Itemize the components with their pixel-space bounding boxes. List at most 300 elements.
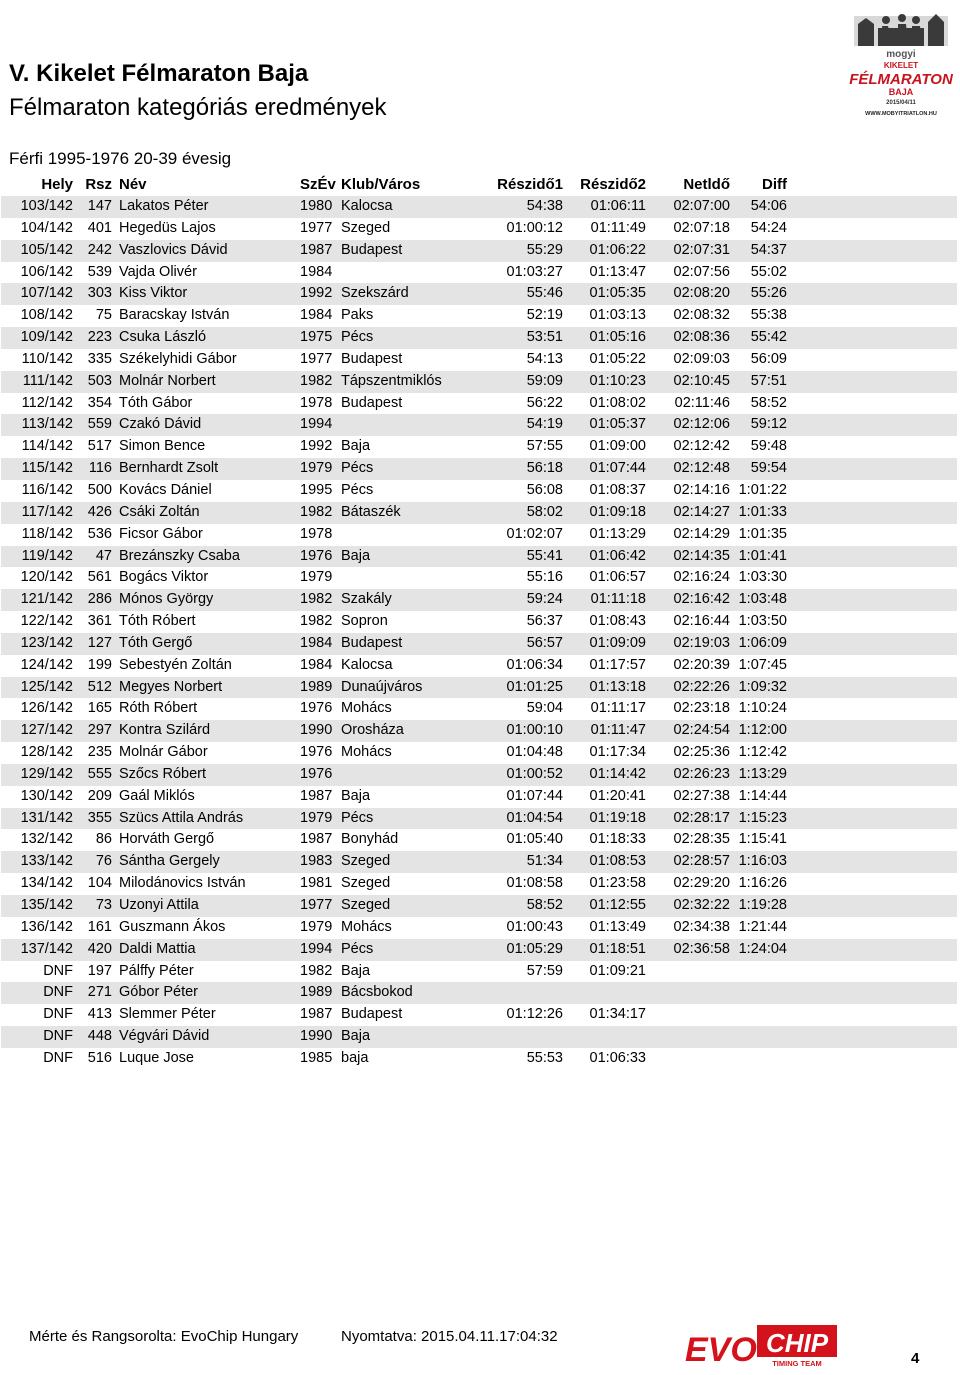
cell-netido: 02:32:22 [673,897,730,913]
cell-nev: Csuka László [119,329,207,346]
cell-klub: Bonyhád [341,831,399,848]
cell-hely: 135/142 [20,897,73,913]
cell-klub: Paks [341,307,374,324]
table-row [1,764,957,786]
table-row [1,349,957,371]
cell-rsz: 165 [87,700,112,717]
cell-szev: 1989 [300,984,333,1001]
cell-rsz: 242 [87,241,112,258]
cell-rsz: 555 [87,765,112,782]
cell-klub: Bácsbokod [341,984,413,1001]
cell-netido: 02:16:24 [673,569,730,586]
cell-netido: 02:14:27 [673,503,730,520]
cell-hely: 127/142 [20,722,73,739]
cell-nev: Bogács Viktor [119,569,209,586]
cell-reszido1: 01:04:54 [506,809,563,826]
cell-rsz: 361 [87,613,112,630]
cell-diff: 59:54 [750,460,787,477]
table-row [1,698,957,720]
cell-reszido2: 01:20:41 [589,787,646,804]
cell-netido: 02:12:42 [673,438,730,455]
cell-reszido2: 01:11:49 [590,219,646,236]
cell-hely: 115/142 [21,460,73,477]
cell-klub: Bátaszék [341,503,401,520]
table-row [1,677,957,699]
cell-reszido2: 01:09:09 [589,634,646,651]
table-row [1,895,957,917]
cell-szev: 1979 [300,809,333,826]
cell-diff: 1:06:09 [738,634,787,651]
cell-szev: 1990 [300,722,333,739]
cell-hely: 103/142 [20,198,73,214]
cell-hely: 128/142 [20,744,73,761]
cell-hely: 106/142 [20,263,73,280]
cell-szev: 1982 [300,591,333,608]
cell-netido: 02:07:31 [673,241,730,258]
cell-rsz: 355 [87,809,112,826]
cell-netido: 02:12:06 [673,416,730,433]
cell-reszido2: 01:17:34 [589,744,646,761]
cell-hely: 111/142 [22,372,73,389]
cell-szev: 1990 [300,1028,333,1045]
cell-diff: 59:12 [750,416,787,433]
table-row [1,262,957,284]
table-row [1,808,957,830]
cell-reszido1: 57:59 [526,962,563,979]
cell-hely: DNF [43,1049,73,1066]
cell-reszido2: 01:07:44 [589,460,646,477]
col-reszido2: Részidő2 [580,176,646,193]
cell-klub: baja [341,1049,369,1066]
cell-rsz: 536 [87,525,112,542]
cell-szev: 1982 [300,503,333,520]
cell-nev: Kontra Szilárd [119,722,211,739]
cell-reszido2: 01:08:43 [589,613,646,630]
cell-netido: 02:16:44 [673,613,730,630]
cell-hely: 104/142 [20,219,73,236]
cell-netido: 02:14:16 [673,481,730,498]
cell-reszido1: 01:07:44 [506,787,563,804]
cell-diff: 58:52 [750,394,787,411]
evochip-logo [683,1323,840,1369]
cell-nev: Uzonyi Attila [119,897,199,913]
cell-rsz: 561 [87,569,112,586]
cell-nev: Czakó Dávid [119,416,202,433]
cell-rsz: 539 [87,263,112,280]
cell-nev: Góbor Péter [119,984,198,1001]
logo-text-2: KIKELET [883,61,919,70]
cell-nev: Végvári Dávid [119,1028,210,1045]
table-row [1,851,957,873]
cell-hely: 136/142 [20,918,73,935]
cell-klub: Budapest [341,634,403,651]
table-row [1,633,957,655]
cell-hely: 107/142 [20,285,73,302]
cell-rsz: 448 [87,1028,112,1045]
cell-netido: 02:08:20 [673,285,730,302]
col-szev: SzÉv [300,176,336,193]
cell-hely: 117/142 [21,503,73,520]
evochip-evo: EVO [685,1331,757,1369]
cell-rsz: 147 [87,198,112,214]
cell-nev: Mónos György [119,591,214,608]
cell-rsz: 503 [87,372,112,389]
cell-rsz: 161 [87,918,112,935]
cell-hely: DNF [43,984,73,1001]
cell-diff: 54:37 [750,241,787,258]
cell-rsz: 86 [95,831,112,848]
cell-diff: 1:16:03 [738,853,787,870]
cell-netido: 02:25:36 [673,744,730,761]
cell-nev: Róth Róbert [119,700,198,717]
cell-reszido2: 01:05:22 [589,350,646,367]
cell-szev: 1995 [300,481,333,498]
evochip-chip: CHIP [765,1328,829,1358]
table-row [1,961,957,983]
cell-reszido2: 01:05:37 [589,416,646,433]
cell-diff: 55:26 [750,285,787,302]
cell-rsz: 516 [87,1049,112,1066]
cell-szev: 1977 [300,219,333,236]
cell-rsz: 127 [87,634,112,651]
table-row [1,393,957,415]
cell-nev: Gaál Miklós [119,787,195,804]
cell-netido: 02:28:17 [673,809,730,826]
table-row [1,196,957,218]
cell-nev: Tóth Gergő [119,634,193,651]
cell-reszido1: 01:00:10 [506,722,563,739]
footer-timing-credit: Mérte és Rangsorolta: EvoChip Hungary [29,1328,299,1345]
cell-szev: 1982 [300,372,333,389]
cell-reszido1: 55:41 [526,547,563,564]
cell-reszido2: 01:13:47 [589,263,646,280]
category-heading: Férfi 1995-1976 20-39 évesig [9,149,232,168]
cell-reszido1: 01:00:43 [506,918,563,935]
cell-reszido2: 01:05:16 [589,329,646,346]
cell-klub: Kalocsa [341,198,393,214]
cell-hely: 134/142 [20,875,73,892]
cell-reszido1: 59:09 [526,372,563,389]
cell-rsz: 73 [95,897,112,913]
table-row [1,1004,957,1026]
cell-reszido2: 01:11:17 [590,700,646,717]
cell-reszido1: 53:51 [526,329,563,346]
cell-rsz: 517 [87,438,112,455]
cell-netido: 02:26:23 [673,765,730,782]
cell-hely: 125/142 [20,678,73,695]
cell-reszido1: 01:00:52 [506,765,563,782]
cell-szev: 1978 [300,525,333,542]
cell-klub: Szeged [341,219,391,236]
cell-diff: 54:06 [750,198,787,214]
cell-nev: Guszmann Ákos [119,918,226,935]
cell-netido: 02:08:32 [673,307,730,324]
table-row [1,480,957,502]
col-netido: Netldő [683,176,730,193]
table-row [1,436,957,458]
cell-hely: 114/142 [21,438,73,455]
event-title: V. Kikelet Félmaraton Baja [9,60,309,87]
cell-nev: Sebestyén Zoltán [119,656,232,673]
cell-klub: Szekszárd [341,285,409,302]
cell-rsz: 512 [87,678,112,695]
cell-reszido1: 55:16 [526,569,563,586]
cell-klub: Pécs [341,329,374,346]
cell-netido: 02:29:20 [673,875,730,892]
cell-szev: 1981 [300,875,333,892]
cell-klub: Mohács [341,700,392,717]
cell-reszido1: 58:02 [526,503,563,520]
cell-diff: 1:03:50 [738,613,787,630]
cell-diff: 1:03:30 [738,569,787,586]
cell-netido: 02:20:39 [673,656,730,673]
evochip-tagline: TIMING TEAM [772,1359,822,1368]
cell-hely: 105/142 [20,241,73,258]
cell-reszido1: 01:01:25 [506,678,563,695]
cell-reszido2: 01:09:21 [589,962,646,979]
cell-nev: Szücs Attila András [119,809,244,826]
cell-nev: Hegedüs Lajos [119,219,216,236]
cell-rsz: 401 [87,219,112,236]
cell-klub: Pécs [341,460,374,477]
cell-rsz: 116 [88,460,112,477]
cell-rsz: 76 [95,853,112,870]
cell-szev: 1975 [300,329,333,346]
cell-reszido2: 01:18:33 [589,831,646,848]
cell-szev: 1976 [300,700,333,717]
cell-diff: 1:10:24 [738,700,787,717]
cell-netido: 02:10:45 [673,372,730,389]
cell-reszido1: 56:22 [526,394,563,411]
cell-reszido2: 01:11:18 [590,591,646,608]
cell-szev: 1984 [300,307,333,324]
col-diff: Diff [762,176,787,193]
cell-diff: 57:51 [750,372,787,389]
cell-reszido2: 01:13:49 [589,918,646,935]
cell-reszido2: 01:09:18 [589,503,646,520]
cell-nev: Kiss Viktor [119,285,188,302]
cell-reszido2: 01:09:00 [589,438,646,455]
cell-nev: Slemmer Péter [119,1006,216,1023]
table-header [1,173,957,196]
cell-rsz: 286 [87,591,112,608]
cell-diff: 1:15:41 [738,831,787,848]
cell-klub: Budapest [341,1006,403,1023]
logo-url: WWW.MOBYITRIATLON.HU [865,111,937,117]
cell-hely: 116/142 [21,481,73,498]
cell-hely: 119/142 [21,547,73,564]
cell-klub: Szeged [341,853,391,870]
table-row [1,327,957,349]
cell-rsz: 199 [87,656,112,673]
cell-szev: 1987 [300,1006,333,1023]
logo-text-4: BAJA [888,87,914,97]
cell-nev: Szőcs Róbert [119,765,207,782]
table-row [1,458,957,480]
cell-klub: Pécs [341,481,374,498]
col-hely: Hely [41,176,73,193]
table-row [1,502,957,524]
table-row [1,655,957,677]
cell-hely: 131/142 [20,809,73,826]
cell-diff: 1:01:35 [738,525,787,542]
cell-hely: 112/142 [21,394,73,411]
table-row [1,218,957,240]
cell-szev: 1982 [300,962,333,979]
cell-netido: 02:09:03 [673,350,730,367]
cell-netido: 02:07:00 [673,198,730,214]
cell-reszido1: 01:08:58 [506,875,563,892]
cell-diff: 1:01:33 [738,503,787,520]
cell-nev: Brezánszky Csaba [119,547,240,564]
cell-nev: Molnár Gábor [119,744,208,761]
cell-szev: 1977 [300,350,333,367]
cell-hely: 109/142 [20,329,73,346]
cell-reszido1: 56:37 [526,613,563,630]
cell-diff: 55:42 [750,329,787,346]
cell-reszido1: 54:38 [526,198,563,214]
cell-szev: 1977 [300,897,333,913]
cell-reszido1: 01:12:26 [506,1006,563,1023]
cell-rsz: 413 [87,1006,112,1023]
cell-reszido1: 01:06:34 [506,656,563,673]
table-row [1,829,957,851]
cell-szev: 1994 [300,416,333,433]
logo-date: 2015/04/11 [886,100,916,106]
cell-netido: 02:24:54 [673,722,730,739]
cell-szev: 1976 [300,744,333,761]
cell-klub: Baja [341,962,371,979]
cell-klub: Szakály [341,591,392,608]
cell-szev: 1984 [300,656,333,673]
cell-szev: 1980 [300,198,333,214]
cell-nev: Kovács Dániel [119,481,212,498]
cell-nev: Székelyhidi Gábor [119,350,237,367]
cell-reszido2: 01:06:11 [590,198,646,214]
cell-reszido2: 01:05:35 [589,285,646,302]
cell-nev: Simon Bence [119,438,206,455]
cell-nev: Milodánovics István [119,875,246,892]
cell-hely: 126/142 [20,700,73,717]
cell-klub: Tápszentmiklós [341,372,442,389]
page-subtitle: Félmaraton kategóriás eredmények [9,94,387,121]
cell-reszido2: 01:06:42 [589,547,646,564]
cell-rsz: 197 [87,962,112,979]
cell-nev: Lakatos Péter [119,198,209,214]
cell-hely: DNF [43,1028,73,1045]
cell-reszido2: 01:34:17 [589,1006,646,1023]
cell-diff: 1:21:44 [738,918,787,935]
cell-netido: 02:07:56 [673,263,730,280]
cell-nev: Sántha Gergely [119,853,220,870]
cell-reszido2: 01:18:51 [589,940,646,957]
cell-szev: 1992 [300,438,333,455]
cell-reszido1: 56:18 [526,460,563,477]
cell-diff: 55:38 [750,307,787,324]
col-reszido1: Részidő1 [497,176,563,193]
cell-nev: Megyes Norbert [119,678,223,695]
cell-nev: Molnár Norbert [119,372,216,389]
cell-hely: 137/142 [20,940,73,957]
table-row [1,567,957,589]
cell-klub: Pécs [341,940,374,957]
cell-nev: Tóth Róbert [119,613,196,630]
table-row [1,283,957,305]
table-row [1,742,957,764]
cell-rsz: 75 [95,307,112,324]
cell-reszido1: 54:13 [526,350,563,367]
cell-szev: 1985 [300,1049,333,1066]
cell-diff: 1:03:48 [738,591,787,608]
cell-reszido1: 01:03:27 [506,263,563,280]
table-row [1,305,957,327]
cell-hely: 133/142 [20,853,73,870]
table-row [1,982,957,1004]
cell-netido: 02:12:48 [673,460,730,477]
table-row [1,720,957,742]
cell-reszido2: 01:06:22 [589,241,646,258]
cell-nev: Horváth Gergő [119,831,215,848]
table-row [1,786,957,808]
cell-netido: 02:11:46 [674,394,730,411]
cell-szev: 1982 [300,613,333,630]
cell-klub: Baja [341,787,371,804]
results-table [1,173,957,1070]
cell-rsz: 271 [87,984,112,1001]
col-nev: Név [119,176,147,193]
cell-reszido2: 01:11:47 [590,722,646,739]
cell-diff: 55:02 [750,263,787,280]
cell-diff: 1:16:26 [738,875,787,892]
event-logo [848,2,954,120]
cell-hely: 120/142 [20,569,73,586]
cell-nev: Daldi Mattia [119,940,196,957]
cell-nev: Tóth Gábor [119,394,193,411]
cell-hely: 121/142 [20,591,73,608]
cell-hely: DNF [43,1006,73,1023]
cell-netido: 02:23:18 [673,700,730,717]
cell-reszido2: 01:13:18 [589,678,646,695]
cell-reszido2: 01:06:57 [589,569,646,586]
cell-nev: Baracskay István [119,307,230,324]
cell-reszido2: 01:12:55 [589,897,646,913]
cell-reszido1: 54:19 [526,416,563,433]
cell-rsz: 209 [87,787,112,804]
cell-klub: Budapest [341,394,403,411]
cell-rsz: 297 [87,722,112,739]
cell-szev: 1987 [300,241,333,258]
cell-klub: Mohács [341,918,392,935]
cell-reszido1: 01:02:07 [506,525,563,542]
cell-szev: 1992 [300,285,333,302]
cell-rsz: 354 [87,394,112,411]
cell-reszido1: 52:19 [526,307,563,324]
cell-reszido1: 56:08 [526,481,563,498]
cell-netido: 02:34:38 [673,918,730,935]
table-row [1,240,957,262]
cell-szev: 1976 [300,765,333,782]
cell-szev: 1983 [300,853,333,870]
cell-szev: 1979 [300,460,333,477]
cell-klub: Sopron [341,613,388,630]
cell-netido: 02:28:57 [673,853,730,870]
cell-reszido2: 01:08:02 [589,394,646,411]
cell-reszido1: 56:57 [526,634,563,651]
cell-hely: 129/142 [20,765,73,782]
cell-klub: Budapest [341,350,403,367]
table-row [1,371,957,393]
cell-klub: Dunaújváros [341,678,423,695]
